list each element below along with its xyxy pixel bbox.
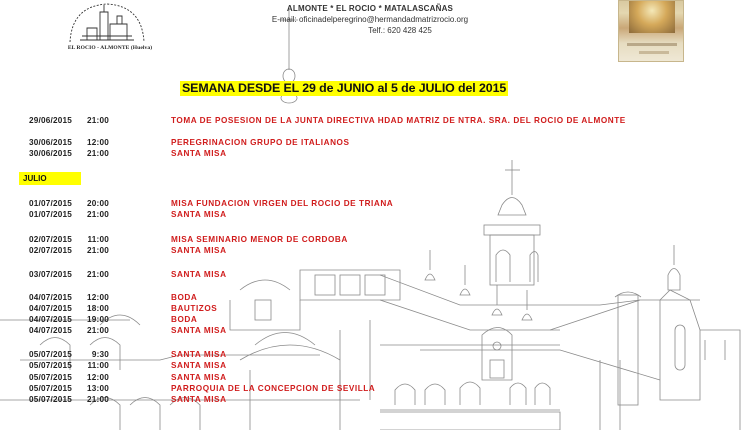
row-event: MISA FUNDACION VIRGEN DEL ROCIO DE TRIANA: [171, 199, 394, 208]
row-event: PEREGRINACION GRUPO DE ITALIANOS: [171, 138, 350, 147]
row-date: 05/07/2015: [29, 395, 72, 404]
row-date: 04/07/2015: [29, 315, 72, 324]
row-time: 12:00: [87, 373, 109, 382]
row-time: 11:00: [87, 235, 109, 244]
row-date: 02/07/2015: [29, 235, 72, 244]
towns-line: ALMONTE * EL ROCIO * MATALASCAÑAS: [286, 4, 454, 13]
row-date: 01/07/2015: [29, 210, 72, 219]
row-date: 04/07/2015: [29, 326, 72, 335]
logo-caption: EL ROCIO - ALMONTE (Huelva): [67, 45, 153, 51]
row-date: 29/06/2015: [29, 116, 72, 125]
row-date: 30/06/2015: [29, 149, 72, 158]
row-time: 13:00: [87, 384, 109, 393]
contact-block: [240, 3, 500, 36]
row-event: SANTA MISA: [171, 350, 227, 359]
row-date: 01/07/2015: [29, 199, 72, 208]
row-event: SANTA MISA: [171, 149, 227, 158]
row-date: 05/07/2015: [29, 350, 72, 359]
row-time: 20:00: [87, 199, 109, 208]
row-event: MISA SEMINARIO MENOR DE CORDOBA: [171, 235, 348, 244]
row-event: SANTA MISA: [171, 270, 227, 279]
row-event: SANTA MISA: [171, 246, 227, 255]
row-time: 19:00: [87, 315, 109, 324]
row-event: SANTA MISA: [171, 210, 227, 219]
row-event: SANTA MISA: [171, 395, 227, 404]
month-label-julio: JULIO: [19, 172, 81, 185]
week-title: SEMANA DESDE EL 29 de JUNIO al 5 de JULIO del 2015: [182, 81, 507, 95]
row-date: 04/07/2015: [29, 304, 72, 313]
poster-text-line: [639, 51, 669, 54]
row-date: 02/07/2015: [29, 246, 72, 255]
row-time: 9:30: [91, 350, 109, 359]
row-time: 21:00: [87, 270, 109, 279]
row-time: 21:00: [87, 395, 109, 404]
row-time: 12:00: [87, 293, 109, 302]
row-event: BODA: [171, 293, 198, 302]
row-event: BODA: [171, 315, 198, 324]
row-date: 05/07/2015: [29, 384, 72, 393]
row-date: 05/07/2015: [29, 361, 72, 370]
row-time: 11:00: [87, 361, 109, 370]
row-event: TOMA DE POSESION DE LA JUNTA DIRECTIVA HDAD MATRIZ DE NTRA. SRA. DEL ROCIO DE ALMONTE: [171, 116, 626, 125]
row-date: 05/07/2015: [29, 373, 72, 382]
row-time: 18:00: [87, 304, 109, 313]
phone-line: Telf.: 620 428 425: [368, 26, 432, 35]
row-time: 21:00: [87, 149, 109, 158]
row-time: 21:00: [87, 116, 109, 125]
row-event: SANTA MISA: [171, 373, 227, 382]
poster-text-line: [627, 43, 677, 46]
row-time: 21:00: [87, 326, 109, 335]
row-event: PARROQUIA DE LA CONCEPCION DE SEVILLA: [171, 384, 376, 393]
email-line: E-mail: oficinadelperegrino@hermandadmatrizrocio.org: [271, 15, 469, 24]
row-time: 12:00: [87, 138, 109, 147]
row-time: 21:00: [87, 246, 109, 255]
virgin-image-icon: [629, 1, 675, 33]
row-event: SANTA MISA: [171, 326, 227, 335]
virgin-poster-image: [618, 0, 684, 62]
row-event: BAUTIZOS: [171, 304, 218, 313]
row-date: 04/07/2015: [29, 293, 72, 302]
row-time: 21:00: [87, 210, 109, 219]
row-date: 30/06/2015: [29, 138, 72, 147]
row-date: 03/07/2015: [29, 270, 72, 279]
row-event: SANTA MISA: [171, 361, 227, 370]
